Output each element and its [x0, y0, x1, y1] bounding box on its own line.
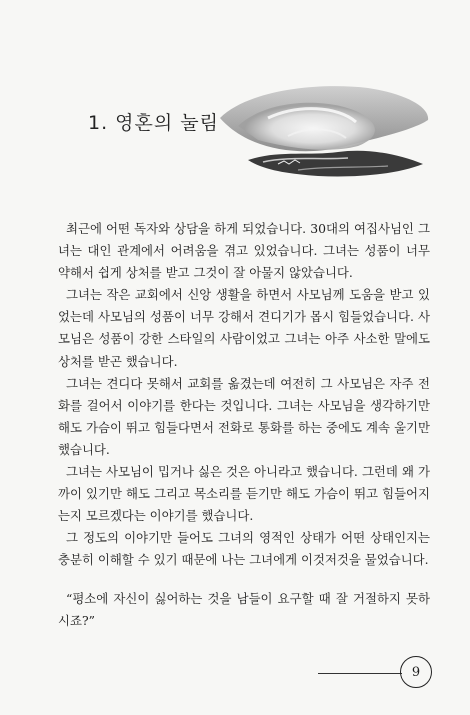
paragraph: 최근에 어떤 독자와 상담을 하게 되었습니다. 30대의 여집사님인 그녀는 대인 관계에서 어려움을 겪고 있었습니다. 그녀는 성품이 너무 약해서 쉽게 상처를 받고 그것이 잘 아물지 않았습니다. — [58, 221, 430, 281]
paragraph: 그 정도의 이야기만 들어도 그녀의 영적인 상태가 어떤 상태인지는 충분히 이해할 수 있기 때문에 나는 그녀에게 이것저것을 물었습니다. — [58, 530, 430, 568]
paragraph: 그녀는 사모님이 밉거나 싫은 것은 아니라고 했습니다. 그런데 왜 가까이 있기만 해도 그리고 목소리를 듣기만 해도 가슴이 뛰고 힘들어지는지 모르겠다는 이야기를 했습니다. — [58, 464, 430, 524]
paragraph: 그녀는 작은 교회에서 신앙 생활을 하면서 사모님께 도움을 받고 있었는데 사모님의 성품이 너무 강해서 견디기가 몹시 힘들었습니다. 사모님은 성품이 강한 스타일의 사람이었고 그녀는 아주 사소한 말에도 상처를 받곤 했습니다. — [58, 287, 430, 369]
wave-illustration — [208, 78, 433, 194]
footer-rule — [318, 673, 402, 674]
page-number: 9 — [400, 656, 432, 688]
body-text — [58, 218, 430, 632]
paragraph: 그녀는 견디다 못해서 교회를 옮겼는데 여전히 그 사모님은 자주 전화를 걸어서 이야기를 한다는 것입니다. 그녀는 사모님을 생각하기만 해도 가슴이 뛰고 힘들다면서 전화로 통화를 하는 중에도 계속 울기만 했습니다. — [58, 375, 430, 457]
chapter-title: 1. 영혼의 눌림 — [88, 112, 219, 134]
dialogue-quote: “평소에 자신이 싫어하는 것을 남들이 요구할 때 잘 거절하지 못하시죠?” — [58, 590, 430, 628]
